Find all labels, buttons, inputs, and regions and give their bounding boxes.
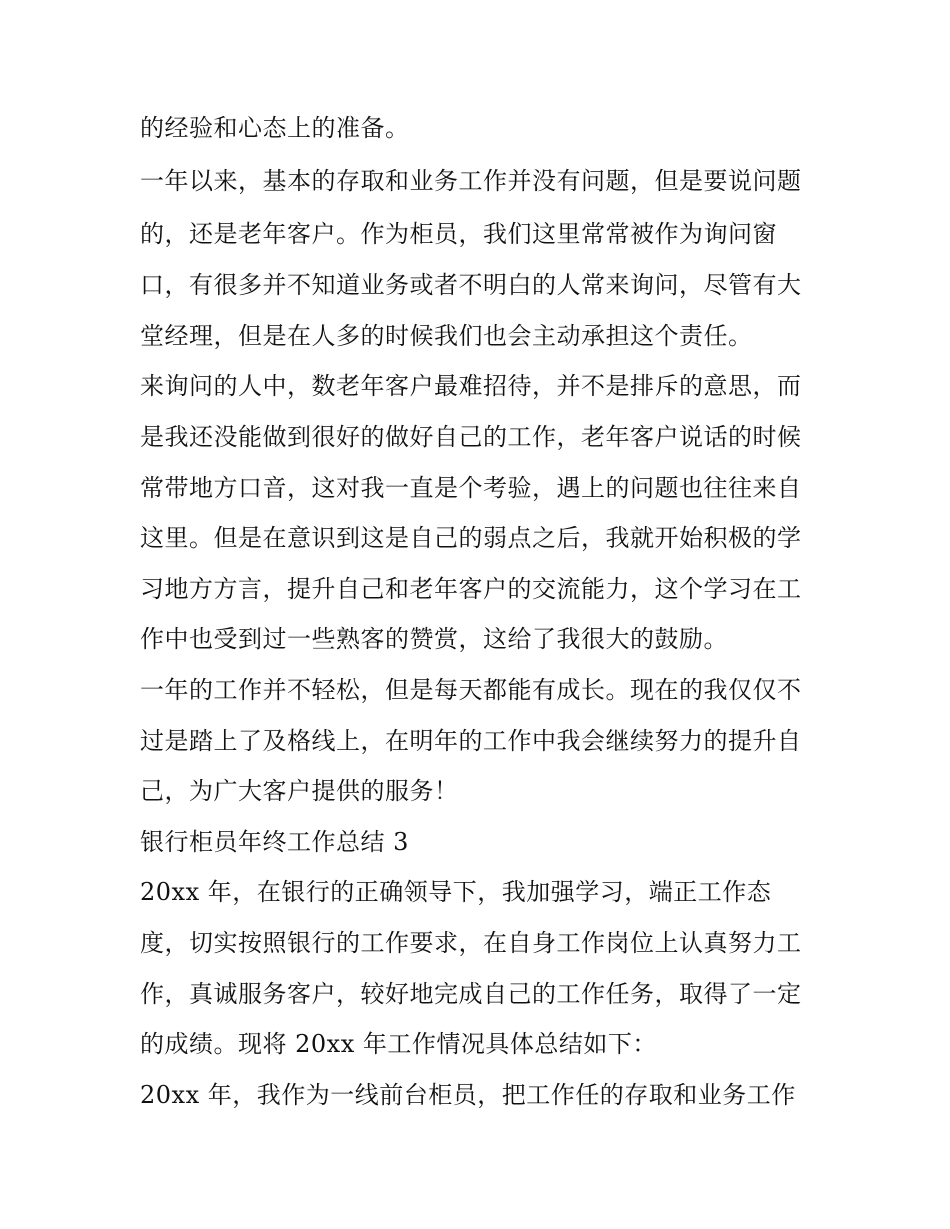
text-line: 常带地方口音，这对我一直是个考验，遇上的问题也往往来自 <box>140 474 802 502</box>
text-line: 习地方方言，提升自己和老年客户的交流能力，这个学习在工 <box>140 575 802 603</box>
text-line: 作，真诚服务客户，较好地完成自己的工作任务，取得了一定 <box>140 980 802 1008</box>
text-line: 20xx 年，我作为一线前台柜员，把工作任的存取和业务工作 <box>140 1081 796 1109</box>
text-line: 的经验和心态上的准备。 <box>140 114 410 142</box>
text-line: 过是踏上了及格线上，在明年的工作中我会继续努力的提升自 <box>140 727 802 755</box>
text-line: 这里。但是在意识到这是自己的弱点之后，我就开始积极的学 <box>140 524 802 552</box>
text-line: 堂经理，但是在人多的时候我们也会主动承担这个责任。 <box>140 322 753 350</box>
text-line: 一年以来，基本的存取和业务工作并没有问题，但是要说问题 <box>140 167 802 195</box>
text-line: 20xx 年，在银行的正确领导下，我加强学习，端正工作态 <box>140 878 772 906</box>
text-line: 己，为广大客户提供的服务！ <box>140 777 459 805</box>
text-line: 的成绩。现将 20xx 年工作情况具体总结如下： <box>140 1030 657 1058</box>
text-line: 来询问的人中，数老年客户最难招待，并不是排斥的意思，而 <box>140 372 802 400</box>
text-line: 作中也受到过一些熟客的赞赏，这给了我很大的鼓励。 <box>140 625 728 653</box>
text-line: 口，有很多并不知道业务或者不明白的人常来询问，尽管有大 <box>140 271 802 299</box>
text-line: 的，还是老年客户。作为柜员，我们这里常常被作为询问窗 <box>140 220 777 248</box>
text-line: 是我还没能做到很好的做好自己的工作，老年客户说话的时候 <box>140 423 802 451</box>
text-line: 一年的工作并不轻松，但是每天都能有成长。现在的我仅仅不 <box>140 676 802 704</box>
text-line: 度，切实按照银行的工作要求，在自身工作岗位上认真努力工 <box>140 929 802 957</box>
section-heading: 银行柜员年终工作总结 3 <box>140 828 409 856</box>
